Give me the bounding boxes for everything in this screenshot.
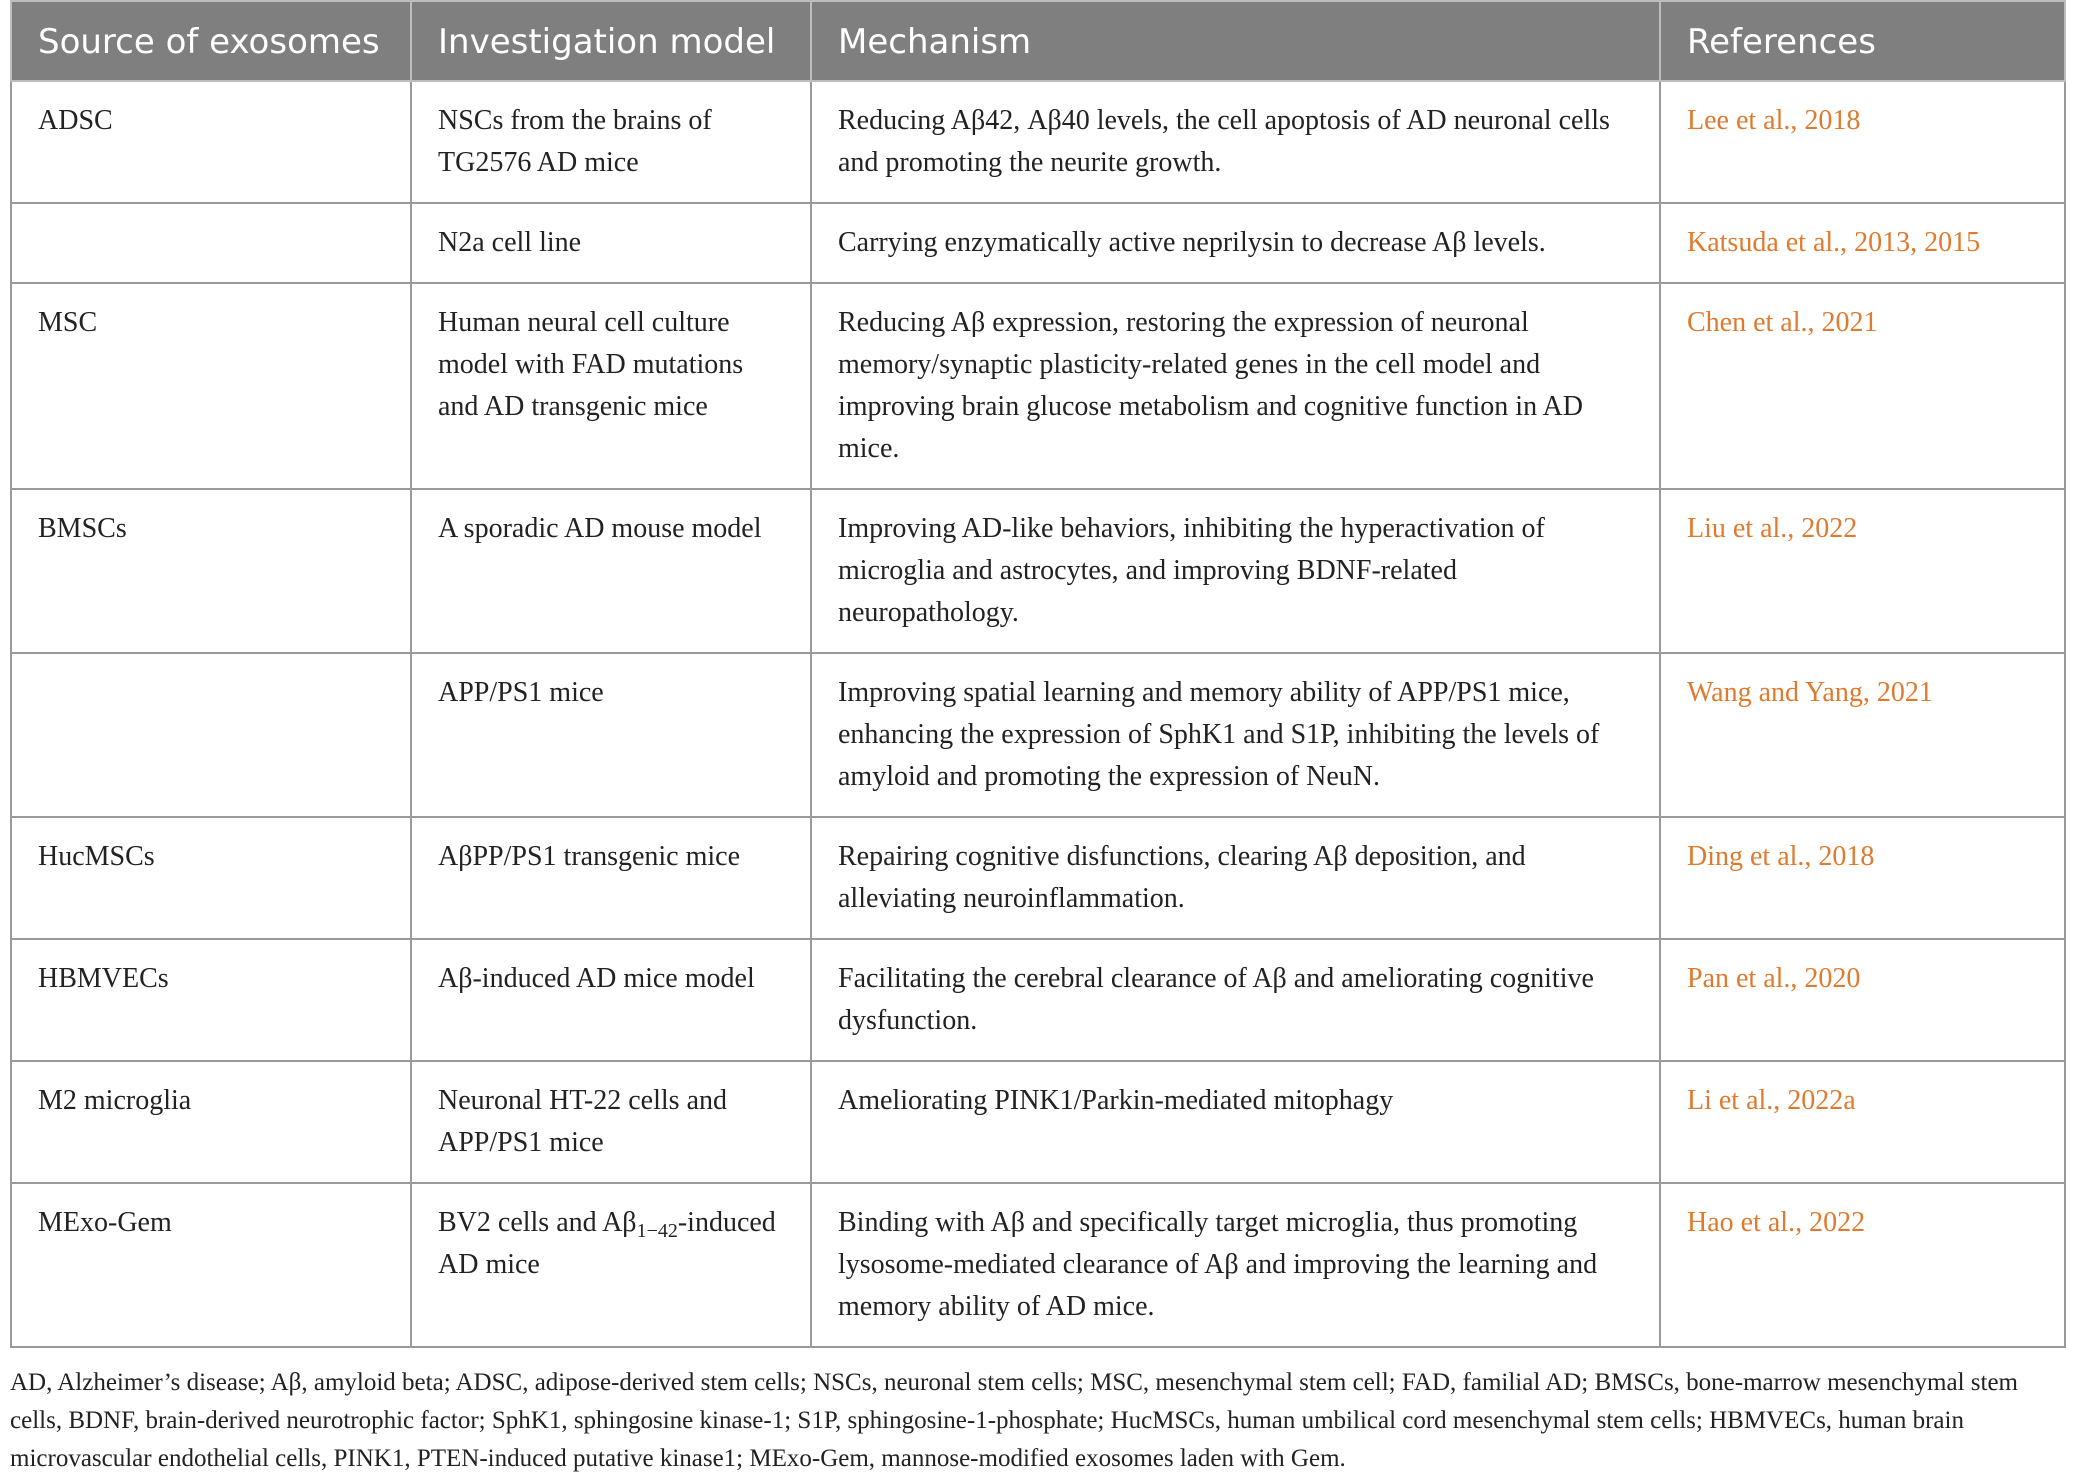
table-row	[11, 283, 2065, 489]
source-cell: MSC	[11, 283, 411, 489]
model-cell: Human neural cell culture model with FAD mutations and AD transgenic mice	[411, 283, 811, 489]
mechanism-cell: Improving AD-like behaviors, inhibiting the hyperactivation of microglia and astrocytes, and improving BDNF-related neuropathology.	[811, 489, 1660, 653]
model-text-suffix: -induced AD mice	[438, 1207, 776, 1280]
table-container	[10, 0, 2064, 1478]
table-row	[11, 1183, 2065, 1347]
model-cell: APP/PS1 mice	[411, 653, 811, 817]
reference-link[interactable]: Pan et al., 2020	[1660, 939, 2065, 1061]
model-subscript: 1−42	[636, 1220, 678, 1242]
table-row	[11, 1061, 2065, 1183]
table-row	[11, 489, 2065, 653]
source-cell: ADSC	[11, 81, 411, 203]
mechanism-cell: Binding with Aβ and specifically target microglia, thus promoting lysosome-mediated clearance of Aβ and improving the learning and memory ability of AD mice.	[811, 1183, 1660, 1347]
model-cell: Aβ-induced AD mice model	[411, 939, 811, 1061]
mechanism-cell: Carrying enzymatically active neprilysin to decrease Aβ levels.	[811, 203, 1660, 283]
reference-link[interactable]: Liu et al., 2022	[1660, 489, 2065, 653]
table-row	[11, 653, 2065, 817]
header-source: Source of exosomes	[11, 1, 411, 81]
mechanism-cell: Reducing Aβ42, Aβ40 levels, the cell apoptosis of AD neuronal cells and promoting the neurite growth.	[811, 81, 1660, 203]
header-row	[11, 1, 2065, 81]
table-row	[11, 203, 2065, 283]
mechanism-cell: Repairing cognitive disfunctions, clearing Aβ deposition, and alleviating neuroinflammation.	[811, 817, 1660, 939]
reference-link[interactable]: Chen et al., 2021	[1660, 283, 2065, 489]
mechanism-cell: Facilitating the cerebral clearance of Aβ and ameliorating cognitive dysfunction.	[811, 939, 1660, 1061]
mechanism-cell: Reducing Aβ expression, restoring the expression of neuronal memory/synaptic plasticity-related genes in the cell model and improving brain glucose metabolism and cognitive function in AD mice.	[811, 283, 1660, 489]
source-cell	[11, 203, 411, 283]
model-cell: NSCs from the brains of TG2576 AD mice	[411, 81, 811, 203]
exosome-table	[10, 0, 2066, 1348]
source-cell: M2 microglia	[11, 1061, 411, 1183]
source-cell: BMSCs	[11, 489, 411, 653]
table-row	[11, 939, 2065, 1061]
reference-link[interactable]: Wang and Yang, 2021	[1660, 653, 2065, 817]
model-text-prefix: BV2 cells and Aβ	[438, 1207, 637, 1238]
header-model: Investigation model	[411, 1, 811, 81]
source-cell: HBMVECs	[11, 939, 411, 1061]
reference-link[interactable]: Hao et al., 2022	[1660, 1183, 2065, 1347]
header-references: References	[1660, 1, 2065, 81]
mechanism-cell: Ameliorating PINK1/Parkin-mediated mitophagy	[811, 1061, 1660, 1183]
table-footnote: AD, Alzheimer’s disease; Aβ, amyloid beta; ADSC, adipose-derived stem cells; NSCs, neuronal stem cells; MSC, mesenchymal stem cell; FAD, familial AD; BMSCs, bone-marrow mesenchymal stem cells, BDNF, brain-derived neurotrophic factor; SphK1, sphingosine kinase-1; S1P, sphingosine-1-phosphate; HucMSCs, human umbilical cord mesenchymal stem cells; HBMVECs, human brain microvascular endothelial cells, PINK1, PTEN-induced putative kinase1; MExo-Gem, mannose-modified exosomes laden with Gem.	[10, 1369, 2019, 1472]
reference-link[interactable]: Katsuda et al., 2013, 2015	[1660, 203, 2065, 283]
mechanism-cell: Improving spatial learning and memory ability of APP/PS1 mice, enhancing the expression of SphK1 and S1P, inhibiting the levels of amyloid and promoting the expression of NeuN.	[811, 653, 1660, 817]
reference-link[interactable]: Ding et al., 2018	[1660, 817, 2065, 939]
header-mechanism: Mechanism	[811, 1, 1660, 81]
table-row	[11, 817, 2065, 939]
model-cell	[411, 1183, 811, 1347]
model-cell: N2a cell line	[411, 203, 811, 283]
model-cell: Neuronal HT-22 cells and APP/PS1 mice	[411, 1061, 811, 1183]
model-cell: AβPP/PS1 transgenic mice	[411, 817, 811, 939]
reference-link[interactable]: Lee et al., 2018	[1660, 81, 2065, 203]
source-cell	[11, 653, 411, 817]
table-row	[11, 81, 2065, 203]
reference-link[interactable]: Li et al., 2022a	[1660, 1061, 2065, 1183]
model-cell: A sporadic AD mouse model	[411, 489, 811, 653]
source-cell: HucMSCs	[11, 817, 411, 939]
source-cell: MExo-Gem	[11, 1183, 411, 1347]
